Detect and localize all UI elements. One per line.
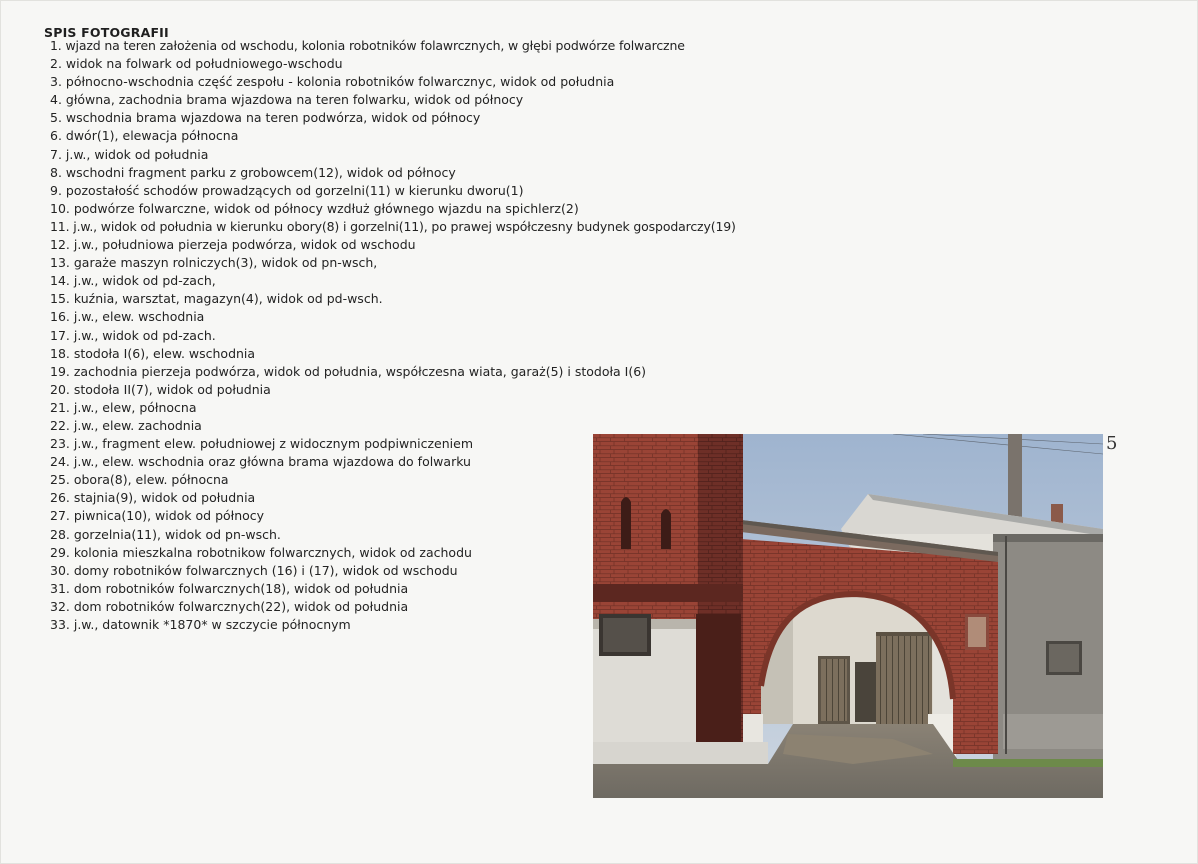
photo-list-item: 14. j.w., widok od pd-zach, xyxy=(50,273,216,289)
photo-list-item: 17. j.w., widok od pd-zach. xyxy=(50,327,216,343)
photo-list-item: 9. pozostałość schodów prowadzących od gorzelni(11) w kierunku dworu(1) xyxy=(50,182,524,198)
photograph-gate xyxy=(593,434,1103,798)
photo-list-item: 2. widok na folwark od południowego-wschodu xyxy=(50,56,343,72)
photo-list-item: 28. gorzelnia(11), widok od pn-wsch. xyxy=(50,526,281,542)
photo-list-item: 23. j.w., fragment elew. południowej z widocznym podpiwniczeniem xyxy=(50,436,474,452)
photo-list-item: 8. wschodni fragment parku z grobowcem(12), widok od północy xyxy=(50,164,456,180)
photo-list-item: 31. dom robotników folwarcznych(18), widok od południa xyxy=(50,580,409,596)
photo-list-item: 25. obora(8), elew. północna xyxy=(50,472,229,488)
photo-list-item: 21. j.w., elew, północna xyxy=(50,399,197,415)
photo-list-item: 10. podwórze folwarczne, widok od północy wzdłuż głównego wjazdu na spichlerz(2) xyxy=(50,200,579,216)
document-title: SPIS FOTOGRAFII xyxy=(44,25,169,40)
photo-list-item: 16. j.w., elew. wschodnia xyxy=(50,309,205,325)
photo-list-item: 13. garaże maszyn rolniczych(3), widok od pn-wsch, xyxy=(50,255,378,271)
photo-list-item: 5. wschodnia brama wjazdowa na teren podwórza, widok od północy xyxy=(50,110,481,126)
photo-list-item: 32. dom robotników folwarcznych(22), widok od południa xyxy=(50,598,409,614)
photo-list-item: 12. j.w., południowa pierzeja podwórza, widok od wschodu xyxy=(50,237,416,253)
photo-list-item: 24. j.w., elew. wschodnia oraz główna brama wjazdowa do folwarku xyxy=(50,454,471,470)
photo-list-item: 30. domy robotników folwarcznych (16) i (17), widok od wschodu xyxy=(50,562,458,578)
photo-list-item: 6. dwór(1), elewacja północna xyxy=(50,128,239,144)
photo-list-item: 27. piwnica(10), widok od północy xyxy=(50,508,265,524)
photo-list-item: 33. j.w., datownik *1870* w szczycie północnym xyxy=(50,617,351,632)
photo-list-item: 18. stodoła I(6), elew. wschodnia xyxy=(50,345,256,361)
photo-list-item: 29. kolonia mieszkalna robotnikow folwarcznych, widok od zachodu xyxy=(50,544,472,560)
photo-list-item: 11. j.w., widok od południa w kierunku obory(8) i gorzelni(11), po prawej współczesny budynek gospodarczy(19) xyxy=(50,218,736,234)
photo-list-item: 4. główna, zachodnia brama wjazdowa na teren folwarku, widok od północy xyxy=(50,92,524,108)
photo-list-item: 7. j.w., widok od południa xyxy=(50,146,209,162)
photo-list-item: 19. zachodnia pierzeja podwórza, widok od południa, współczesna wiata, garaż(5) i stodoła I(6) xyxy=(50,363,647,379)
photo-list-item: 20. stodoła II(7), widok od południa xyxy=(50,381,271,397)
photo-list-item: 22. j.w., elew. zachodnia xyxy=(50,417,202,433)
photo-list-item: 3. północno-wschodnia część zespołu - kolonia robotników folwarcznyc, widok od południa xyxy=(50,74,615,90)
photo-number: 5 xyxy=(1106,433,1118,454)
photo-list-item: 1. wjazd na teren założenia od wschodu, kolonia robotników folawrcznych, w głębi podwórze folwarczne xyxy=(50,38,685,53)
photo-list-item: 15. kuźnia, warsztat, magazyn(4), widok od pd-wsch. xyxy=(50,291,383,307)
photo-list-item: 26. stajnia(9), widok od południa xyxy=(50,490,256,506)
